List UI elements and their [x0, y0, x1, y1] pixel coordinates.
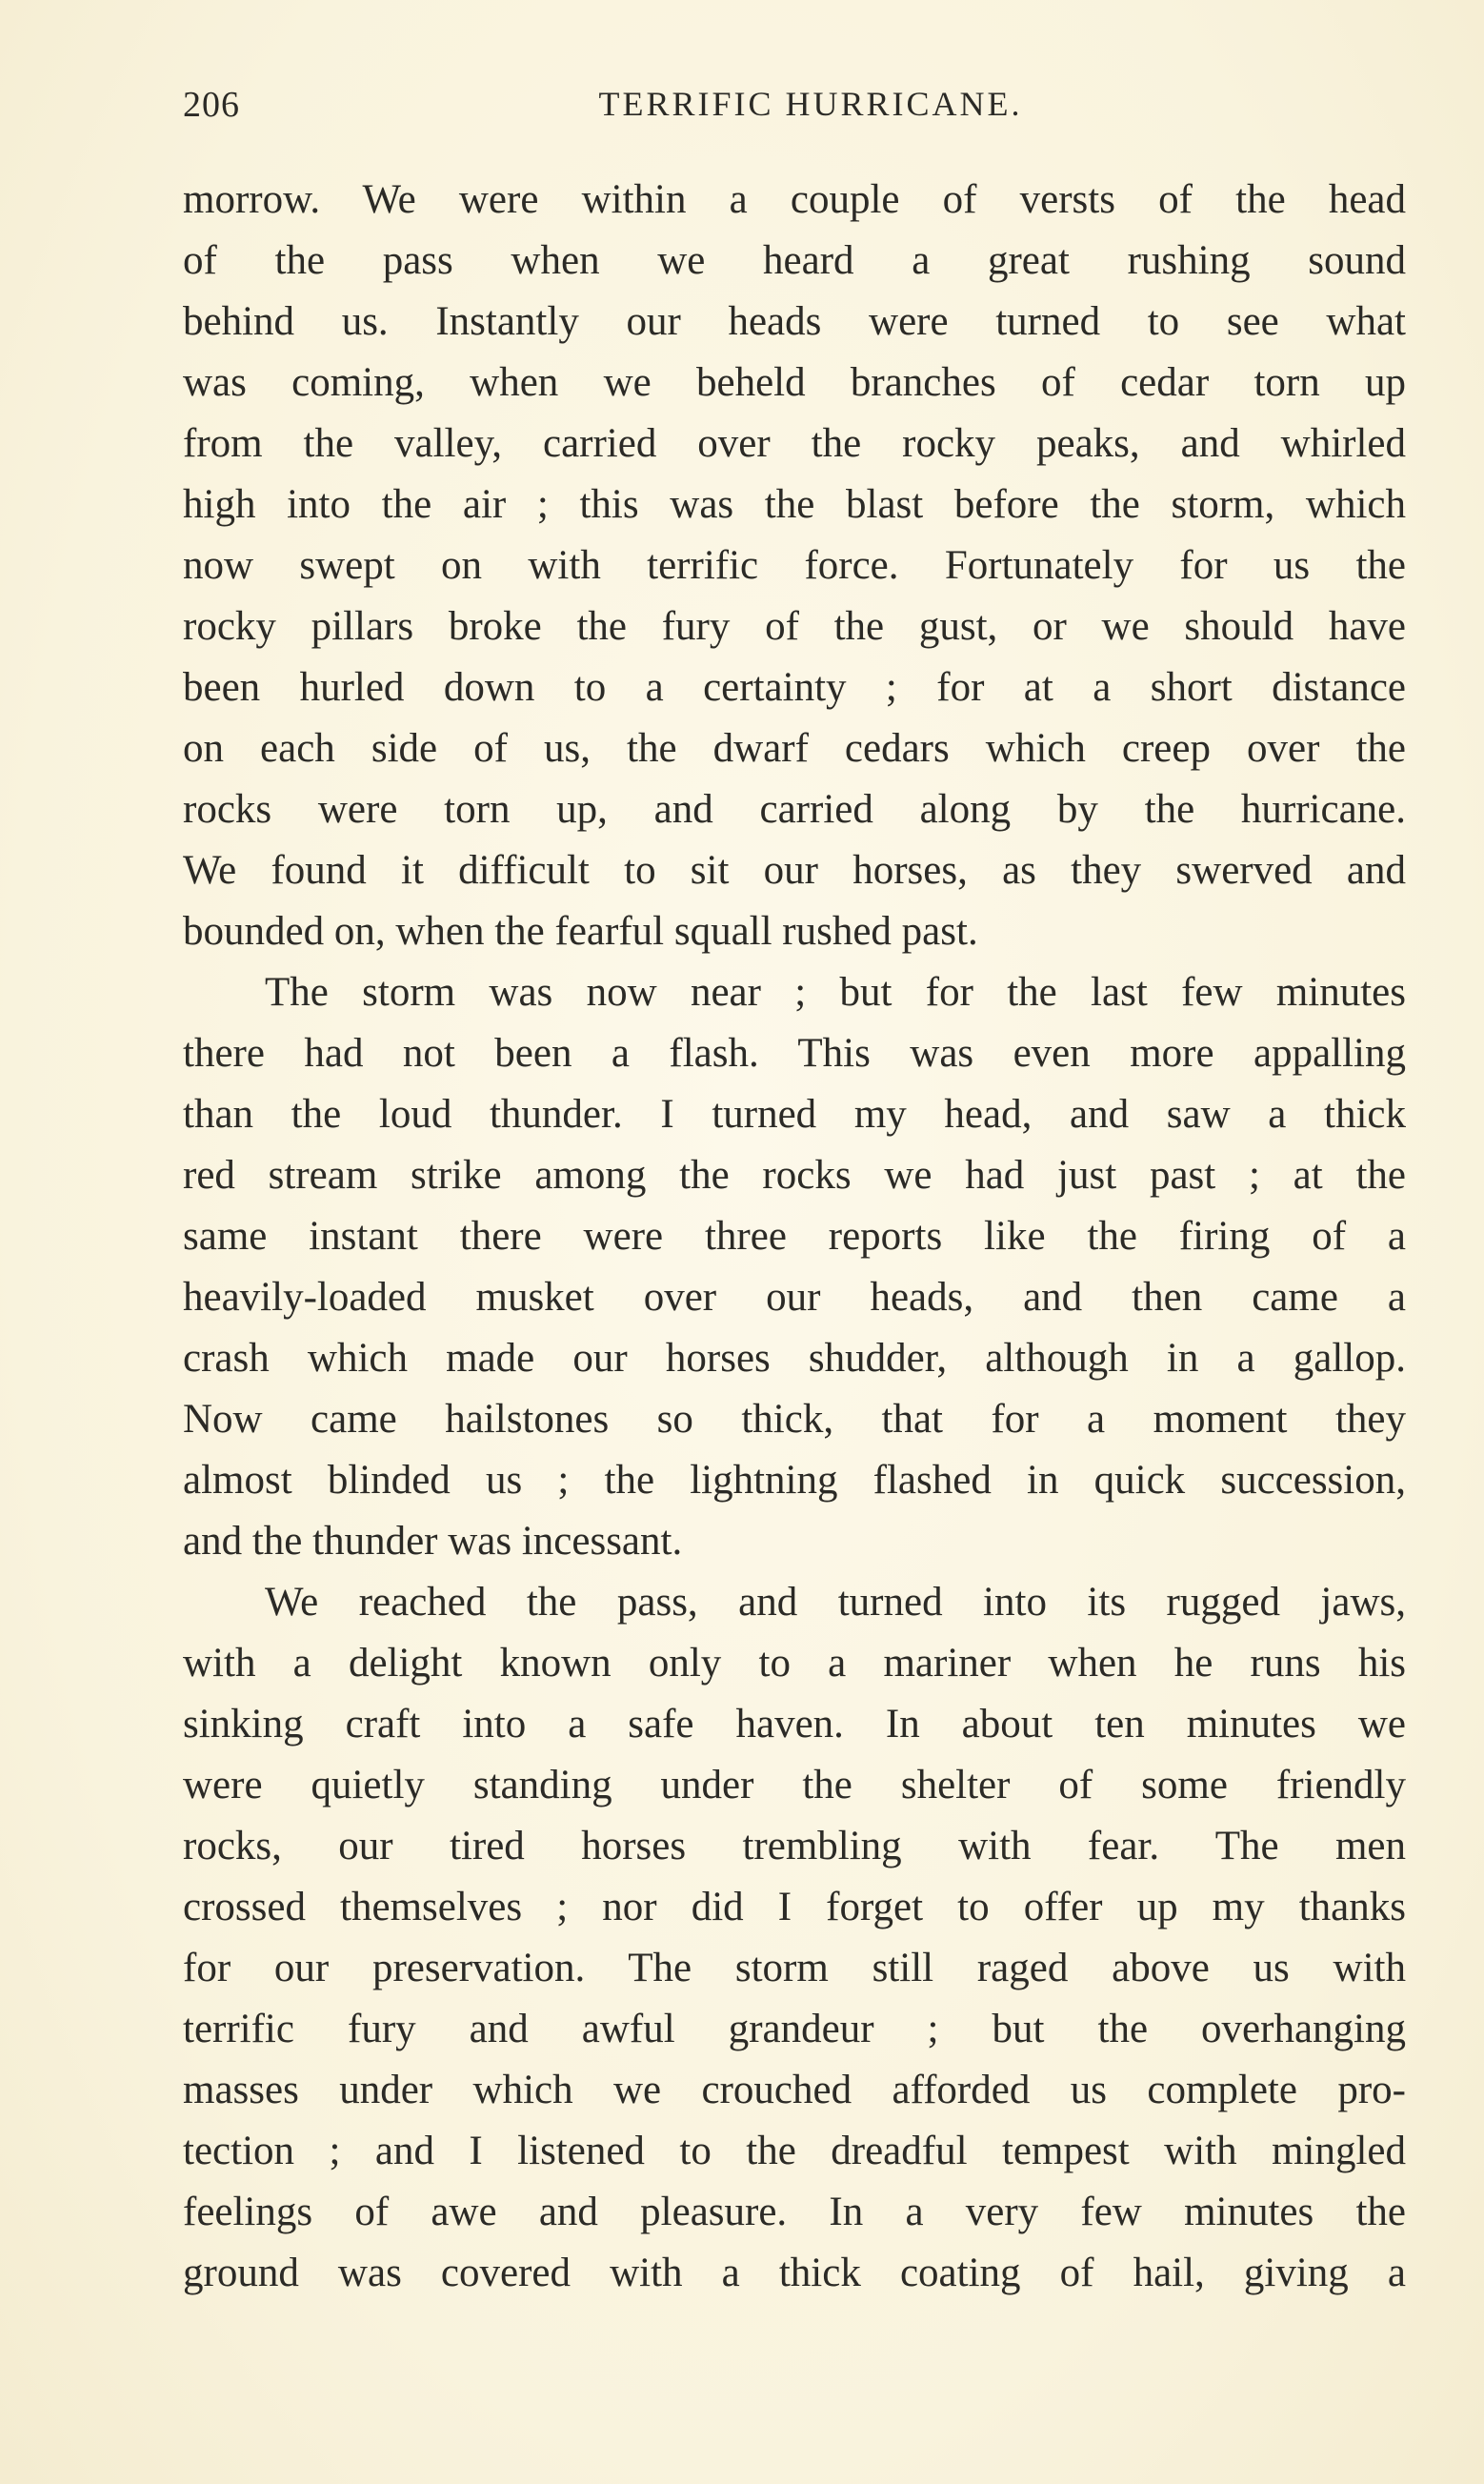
text-line: rocky pillars broke the fury of the gust, or we should have [183, 604, 1406, 649]
text-line: rocks were torn up, and carried along by the hurricane. [183, 787, 1406, 832]
text-line: sinking craft into a safe haven. In about ten minutes we [183, 1702, 1406, 1747]
paragraph-start-line: We reached the pass, and turned into its rugged jaws, [265, 1580, 1406, 1625]
text-line: masses under which we crouched afforded us complete pro- [183, 2068, 1406, 2112]
body-text [183, 170, 1406, 2304]
text-line: were quietly standing under the shelter of some friendly [183, 1763, 1406, 1807]
text-line: for our preservation. The storm still raged above us with [183, 1946, 1406, 1990]
text-line: bounded on, when the fearful squall rushed past. [183, 909, 978, 954]
text-line: same instant there were three reports like the firing of a [183, 1214, 1406, 1259]
text-line: been hurled down to a certainty ; for at a short distance [183, 665, 1406, 710]
text-line: and the thunder was incessant. [183, 1519, 683, 1564]
text-line: behind us. Instantly our heads were turned to see what [183, 299, 1406, 344]
text-line: heavily-loaded musket over our heads, and then came a [183, 1275, 1406, 1320]
text-line: terrific fury and awful grandeur ; but the overhanging [183, 2007, 1406, 2051]
paragraph-start-line: The storm was now near ; but for the last few minutes [265, 970, 1406, 1015]
text-line: there had not been a flash. This was even more appalling [183, 1031, 1406, 1076]
text-line: feelings of awe and pleasure. In a very few minutes the [183, 2190, 1406, 2234]
text-line: morrow. We were within a couple of versts of the head [183, 177, 1406, 222]
text-line: was coming, when we beheld branches of cedar torn up [183, 360, 1406, 405]
text-line: on each side of us, the dwarf cedars which creep over the [183, 726, 1406, 771]
text-line: rocks, our tired horses trembling with fear. The men [183, 1824, 1406, 1868]
page-number: 206 [183, 85, 240, 125]
text-line: tection ; and I listened to the dreadful tempest with mingled [183, 2129, 1406, 2173]
text-line: now swept on with terrific force. Fortunately for us the [183, 543, 1406, 588]
text-line: from the valley, carried over the rocky peaks, and whirled [183, 421, 1406, 466]
text-line: than the loud thunder. I turned my head, and saw a thick [183, 1092, 1406, 1137]
text-line: with a delight known only to a mariner when he runs his [183, 1641, 1406, 1686]
text-line: almost blinded us ; the lightning flashed in quick succession, [183, 1458, 1406, 1503]
text-line: of the pass when we heard a great rushing sound [183, 238, 1406, 283]
text-line: We found it difficult to sit our horses, as they swerved and [183, 848, 1406, 893]
text-line: crossed themselves ; nor did I forget to offer up my thanks [183, 1885, 1406, 1929]
running-title: TERRIFIC HURRICANE. [598, 85, 1023, 123]
text-line: high into the air ; this was the blast before the storm, which [183, 482, 1406, 527]
running-head [183, 84, 1410, 131]
text-line: Now came hailstones so thick, that for a moment they [183, 1397, 1406, 1442]
text-line: ground was covered with a thick coating of hail, giving a [183, 2251, 1406, 2295]
text-line: crash which made our horses shudder, although in a gallop. [183, 1336, 1406, 1381]
text-line: red stream strike among the rocks we had just past ; at the [183, 1153, 1406, 1198]
